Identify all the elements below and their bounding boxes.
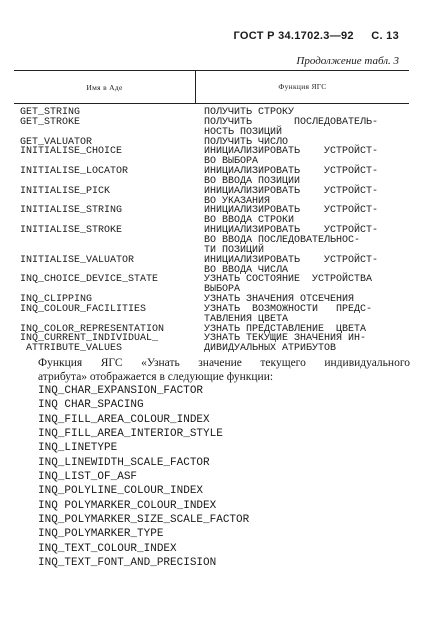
gks-function-text: ДИВИДУАЛЬНЫХ АТРИБУТОВ: [204, 343, 337, 355]
table-row: [0, 187, 423, 207]
function-list-item: INQ_FILL_AREA_COLOUR_INDEX: [38, 413, 210, 426]
ada-name: GET_STRING: [20, 107, 81, 118]
table-row: [0, 206, 423, 226]
ada-name-cell: [0, 147, 184, 167]
table-row: [0, 334, 423, 354]
gks-function-text: ПОЛУЧИТЬ СТРОКУ: [204, 107, 295, 118]
gks-function-text: ВО ВВОДА СТРОКИ: [204, 215, 295, 227]
ada-name: INQ_COLOUR_FACILITIES: [20, 303, 147, 315]
gks-function-text: ВО ВВОДА ПОСЛЕДОВАТЕЛЬНОС-: [204, 234, 361, 246]
function-list-item: INQ_TEXT_FONT_AND_PRECISION: [38, 557, 217, 570]
function-list-item: INQ CHAR_SPACING: [38, 399, 144, 412]
function-list-item: INQ_POLYLINE_COLOUR_INDEX: [38, 485, 204, 498]
function-list-item: INQ_LINETYPE: [38, 442, 118, 455]
ada-name: INITIALISE_STROKE: [20, 225, 123, 237]
gks-function-text: ТАВЛЕНИЯ ЦВЕТА: [204, 313, 289, 325]
ada-name: INQ_CURRENT_INDIVIDUAL_: [20, 333, 159, 345]
table-row: [0, 275, 423, 295]
gks-function-text: УЗНАТЬ ВОЗМОЖНОСТИ ПРЕДС-: [204, 303, 373, 315]
gks-function-cell: [184, 187, 390, 207]
table-row: [0, 147, 423, 167]
page-number: С. 13: [371, 30, 399, 42]
gks-function-text: НОСТЬ ПОЗИЦИЙ: [204, 126, 283, 138]
ada-name-cell: [0, 275, 184, 295]
column-header-gks-function: Функция ЯГС: [195, 71, 409, 103]
ada-name: INITIALISE_VALUATOR: [20, 254, 135, 266]
gks-function-text: ПОЛУЧИТЬ ПОСЛЕДОВАТЕЛЬ-: [204, 116, 379, 128]
gks-function-text: УЗНАТЬ СОСТОЯНИЕ УСТРОЙСТВА: [204, 274, 373, 286]
paragraph-line: Функция ЯГС «Узнать значение текущего индивидуального: [38, 357, 410, 369]
table-row: [0, 256, 423, 276]
gks-function-text: УЗНАТЬ ТЕКУЩИЕ ЗНАЧЕНИЯ ИН-: [204, 333, 367, 345]
gks-function-text: ИНИЦИАЛИЗИРОВАТЬ УСТРОЙСТ-: [204, 166, 379, 178]
ada-name: INITIALISE_STRING: [20, 205, 123, 217]
gks-function-text: ИНИЦИАЛИЗИРОВАТЬ УСТРОЙСТ-: [204, 254, 379, 266]
ada-name-cell: [0, 187, 184, 207]
table-header: [14, 70, 409, 104]
function-list-item: INQ_POLYMARKER_SIZE_SCALE_FACTOR: [38, 514, 250, 527]
gks-function-cell: [184, 226, 390, 256]
ada-name-continued: ATTRIBUTE_VALUES: [26, 343, 123, 355]
table-continuation-label: Продолжение табл. 3: [296, 55, 399, 67]
gks-function-text: ВО ВЫБОРА: [204, 156, 259, 168]
gks-function-cell: [184, 334, 390, 354]
gks-function-text: УЗНАТЬ ПРЕДСТАВЛЕНИЕ ЦВЕТА: [204, 323, 367, 335]
table-row: [0, 167, 423, 187]
table-row: [0, 305, 423, 325]
ada-name-cell: [0, 206, 184, 226]
gks-function-cell: [184, 167, 390, 187]
function-list: [38, 384, 249, 570]
gks-function-text: ВО ВВОДА ЧИСЛА: [204, 264, 289, 276]
gks-function-cell: [184, 256, 390, 276]
gks-function-text: ИНИЦИАЛИЗИРОВАТЬ УСТРОЙСТ-: [204, 205, 379, 217]
table-row: [0, 118, 423, 138]
function-list-item: INQ_LIST_OF_ASF: [38, 471, 138, 484]
table-row: [0, 226, 423, 256]
paragraph-line: атрибута» отображается в следующие функции:: [38, 371, 274, 383]
gks-function-text: ТИ ПОЗИЦИЙ: [204, 244, 265, 256]
gks-function-text: ИНИЦИАЛИЗИРОВАТЬ УСТРОЙСТ-: [204, 225, 379, 237]
ada-name: GET_VALUATOR: [20, 136, 93, 148]
gks-function-text: УЗНАТЬ ЗНАЧЕНИЯ ОТСЕЧЕНИЯ: [204, 294, 355, 306]
gks-function-text: ВО УКАЗАНИЯ: [204, 195, 271, 207]
column-header-ada-name: Имя в Аде: [86, 82, 123, 92]
ada-name-cell: [0, 226, 184, 256]
ada-name-cell: [0, 305, 184, 325]
function-list-item: INQ POLYMARKER_COLOUR_INDEX: [38, 499, 217, 512]
gks-function-text: ВО ВВОДА ПОЗИЦИИ: [204, 175, 301, 187]
ada-name-cell: [0, 334, 184, 354]
gks-function-text: ВЫБОРА: [204, 284, 241, 296]
gks-function-text: ПОЛУЧИТЬ ЧИСЛО: [204, 136, 289, 148]
ada-name: GET_STROKE: [20, 116, 81, 128]
ada-name: INQ_CHOICE_DEVICE_STATE: [20, 274, 159, 286]
gks-function-text: ИНИЦИАЛИЗИРОВАТЬ УСТРОЙСТ-: [204, 146, 379, 158]
gks-function-text: ИНИЦИАЛИЗИРОВАТЬ УСТРОЙСТ-: [204, 185, 379, 197]
body-paragraph: [38, 356, 410, 384]
ada-name: INITIALISE_PICK: [20, 185, 111, 197]
gks-function-cell: [184, 147, 390, 167]
standard-number: ГОСТ Р 34.1702.3—92: [233, 30, 354, 42]
function-list-item: INQ_FILL_AREA_INTERIOR_STYLE: [38, 428, 223, 441]
table-body: [0, 108, 423, 354]
function-list-item: INQ_TEXT_COLOUR_INDEX: [38, 542, 177, 555]
ada-name-cell: [0, 118, 184, 138]
ada-name: INQ_CLIPPING: [20, 294, 93, 306]
gks-function-cell: [184, 275, 390, 295]
ada-name: INITIALISE_CHOICE: [20, 146, 123, 158]
gks-function-cell: [184, 206, 390, 226]
ada-name: INQ_COLOR_REPRESENTATION: [20, 323, 165, 335]
ada-name: INITIALISE_LOCATOR: [20, 166, 129, 178]
gks-function-cell: [184, 118, 390, 138]
ada-name-cell: [0, 167, 184, 187]
page-header: [233, 30, 399, 42]
function-list-item: INQ_CHAR_EXPANSION_FACTOR: [38, 385, 204, 397]
function-list-item: INQ_POLYMARKER_TYPE: [38, 528, 164, 541]
ada-name-cell: [0, 256, 184, 276]
gks-function-cell: [184, 305, 390, 325]
function-list-item: INQ_LINEWIDTH_SCALE_FACTOR: [38, 456, 210, 469]
